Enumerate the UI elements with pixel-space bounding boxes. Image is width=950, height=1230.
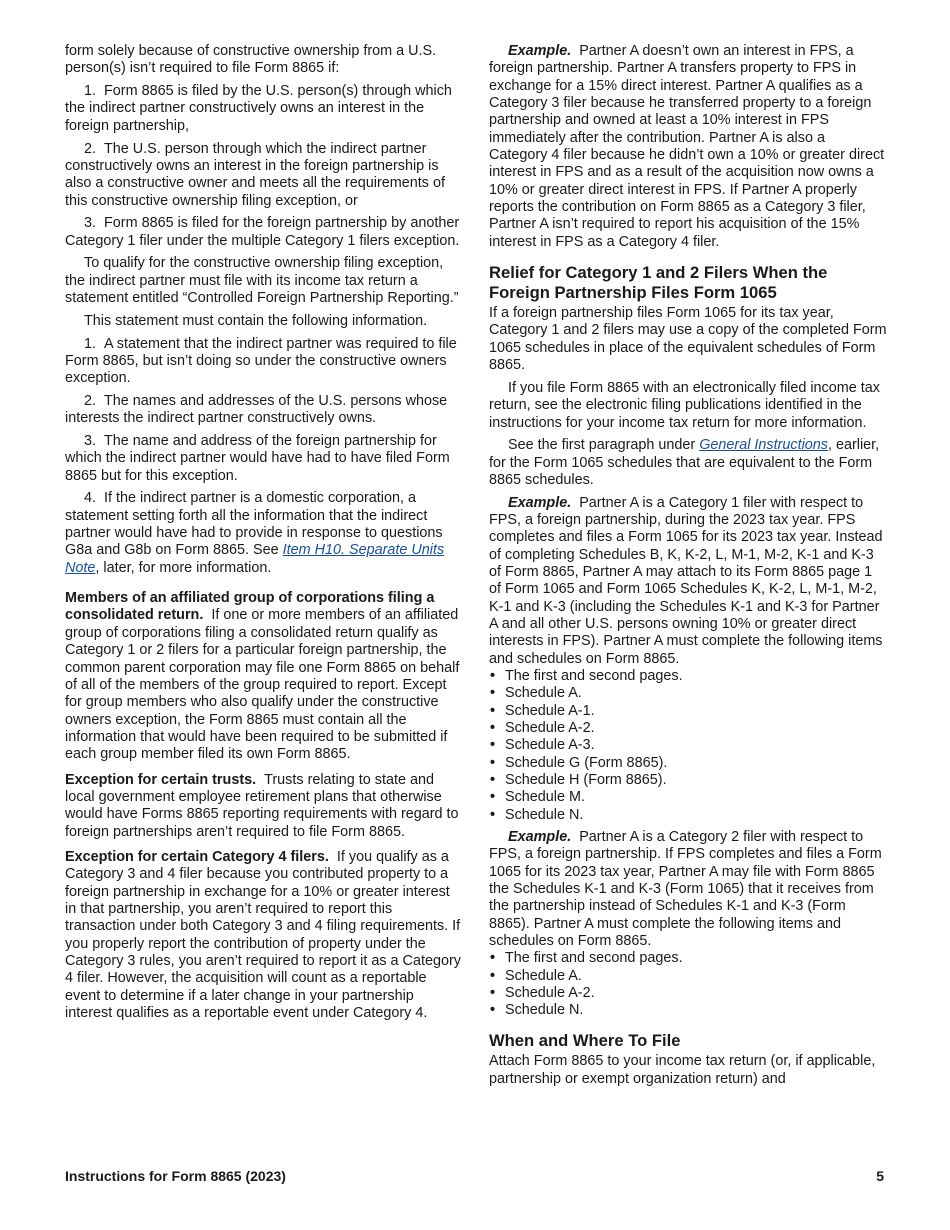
paragraph: This statement must contain the following information. bbox=[84, 312, 428, 329]
statement-item-2: 2. The names and addresses of the U.S. persons whose interests the indirect partner constructively owns. bbox=[65, 392, 448, 427]
paragraph: If you file Form 8865 with an electronically filed income tax return, see the electronic filing publications identified in the instructions for your income tax return for more information. bbox=[489, 379, 880, 431]
list-item: • Schedule A-1. bbox=[489, 703, 887, 720]
exception-item-3: 3. Form 8865 is filed for the foreign partnership by another Category 1 filer under the multiple Category 1 filers exception. bbox=[65, 215, 460, 249]
text: , earlier, for the Form 1065 schedules that are equivalent to the Form 8865 schedules. bbox=[489, 437, 880, 488]
exception-item-2: 2. The U.S. person through which the indirect partner constructively owns an interest in the foreign partnership is also a constructive owner and meets all the requirements of this constructive ownership filing exception, or bbox=[65, 140, 445, 209]
list-item: • The first and second pages. bbox=[489, 950, 887, 967]
schedule-list-2 bbox=[489, 950, 887, 1019]
list-item: • Schedule G (Form 8865). bbox=[489, 755, 887, 772]
category4-paragraph bbox=[65, 849, 461, 1022]
left-column bbox=[65, 43, 461, 1028]
affiliated-group-paragraph bbox=[65, 590, 461, 763]
relief-heading: Relief for Category 1 and 2 Filers When the Foreign Partnership Files Form 1065 bbox=[489, 263, 828, 303]
list-item: • Schedule H (Form 8865). bbox=[489, 772, 887, 789]
list-item: • Schedule A. bbox=[489, 968, 887, 985]
run-in-heading: Exception for certain trusts. bbox=[65, 771, 257, 788]
when-where-heading: When and Where To File bbox=[489, 1031, 681, 1051]
example-paragraph bbox=[489, 495, 887, 668]
example-label: Example. bbox=[508, 494, 572, 511]
text: If you qualify as a Category 3 and 4 filer because you contributed property to a foreign partnership in exchange for a 10% or greater interest in that partnership, you aren’t required to report this transaction under both Category 3 and 4 filing requirements. If you properly report the contribution of property under the Category 3 rules, you aren’t required to report it as a Category 4 filer. However, the acquisition will count as a reportable event to determine if a later change in your partnership interest qualifies as a reportable event under Category 4. bbox=[65, 848, 461, 1022]
list-item: • Schedule N. bbox=[489, 1002, 887, 1019]
example-paragraph bbox=[489, 829, 887, 950]
general-instructions-link[interactable]: General Instructions bbox=[699, 437, 828, 454]
text: Partner A is a Category 1 filer with respect to FPS, a foreign partnership, during the 2023 tax year. FPS completes and files a Form 1065 for its 2023 tax year. Instead of completing Schedules B, K, K-2, L, M-1, M-2, K-1 and K-3 of Form 8865, Partner A may attach to its Form 8865 page 1 of Form 1065 and Form 1065 Schedules K, K-2, L, M-1, M-2, K-1 and K-3 (including the Schedules K-1 and K-3 for Partner A and all other U.S. persons owning 10% or greater direct interests in FPS). Partner A must complete the following items and schedules on Form 8865. bbox=[489, 494, 883, 667]
statement-item-4 bbox=[65, 490, 461, 577]
trusts-paragraph bbox=[65, 772, 461, 841]
example-label: Example. bbox=[508, 828, 572, 845]
list-item: • Schedule A-2. bbox=[489, 720, 887, 737]
paragraph: Attach Form 8865 to your income tax return (or, if applicable, partnership or exempt organization return) and bbox=[489, 1053, 876, 1087]
exception-item-1: 1. Form 8865 is filed by the U.S. person(s) through which the indirect partner constructively owns an interest in the foreign partnership, bbox=[65, 83, 452, 134]
paragraph: To qualify for the constructive ownership filing exception, the indirect partner must file with its income tax return a statement entitled “Controlled Foreign Partnership Reporting.” bbox=[65, 255, 459, 307]
list-item: • Schedule M. bbox=[489, 789, 887, 806]
run-in-heading: Members of an affiliated group of corporations filing a consolidated return. bbox=[65, 590, 435, 624]
list-item: • Schedule N. bbox=[489, 807, 887, 824]
text: Trusts relating to state and local government employee retirement plans that otherwise would have Forms 8865 reporting requirements with regard to foreign partnerships aren’t required to file Form 8865. bbox=[65, 771, 459, 840]
list-item: • Schedule A-2. bbox=[489, 985, 887, 1002]
item-h10-link[interactable]: Item H10. Separate Units Note bbox=[65, 542, 445, 576]
example-paragraph bbox=[489, 43, 887, 251]
text: See the first paragraph under bbox=[508, 437, 700, 454]
text: 4. If the indirect partner is a domestic corporation, a statement setting forth all the information that the indirect partner would have had to provide in response to questions G8a and G8b on Form 8865. See bbox=[65, 490, 443, 559]
list-item: • Schedule A-3. bbox=[489, 737, 887, 754]
text: Partner A is a Category 2 filer with respect to FPS, a foreign partnership. If FPS completes and files a Form 1065 for its 2023 tax year, Partner A may file with Form 8865 the Schedules K-1 and K-3 (Form 1065) that it receives from the partnership instead of Schedules K-1 and K-3 (Form 8865). Partner A must complete the following items and schedules on Form 8865. bbox=[489, 828, 882, 949]
paragraph: form solely because of constructive ownership from a U.S. person(s) isn’t required to file Form 8865 if: bbox=[65, 43, 437, 77]
page-number: 5 bbox=[876, 1168, 884, 1184]
run-in-heading: Exception for certain Category 4 filers. bbox=[65, 848, 329, 865]
right-column bbox=[489, 43, 887, 1094]
footer-title: Instructions for Form 8865 (2023) bbox=[65, 1168, 286, 1184]
paragraph bbox=[489, 437, 887, 489]
text: If one or more members of an affiliated group of corporations filing a consolidated return qualify as Category 1 or 2 filers for a particular foreign partnership, the common parent corporation may file one Form 8865 on behalf of all of the members of the group required to report. Except for group members who also qualify under the constructive owners exception, the Form 8865 must contain all the information that would have been required to be submitted if each group member filed its own Form 8865. bbox=[65, 607, 460, 763]
list-item: • Schedule A. bbox=[489, 685, 887, 702]
list-item: • The first and second pages. bbox=[489, 668, 887, 685]
statement-item-1: 1. A statement that the indirect partner was required to file Form 8865, but isn’t doing so under the constructive owners exception. bbox=[65, 335, 457, 387]
text: Partner A doesn’t own an interest in FPS, a foreign partnership. Partner A transfers property to FPS in exchange for a 15% direct interest. Partner A qualifies as a Category 3 filer because he transferred property to a foreign partnership and owned at least a 10% interest in FPS immediately after the contribution. Partner A is also a Category 4 filer because he didn’t own a 10% or greater direct interest in FPS and as a result of the acquisition now owns a 10% or greater direct interest in FPS. If Partner A properly reports the contribution on Form 8865 as a Category 3 filer, Partner A isn’t required to report his acquisition of the 15% interest in FPS as a Category 4 filer. bbox=[489, 43, 885, 250]
schedule-list-1 bbox=[489, 668, 887, 824]
example-label: Example. bbox=[508, 43, 572, 59]
paragraph: If a foreign partnership files Form 1065 for its tax year, Category 1 and 2 filers may use a copy of the completed Form 1065 schedules in place of the equivalent schedules of Form 8865. bbox=[489, 305, 887, 374]
statement-item-3: 3. The name and address of the foreign partnership for which the indirect partner would have had to have filed Form 8865 but for this exception. bbox=[65, 433, 450, 484]
text: , later, for more information. bbox=[95, 559, 272, 576]
